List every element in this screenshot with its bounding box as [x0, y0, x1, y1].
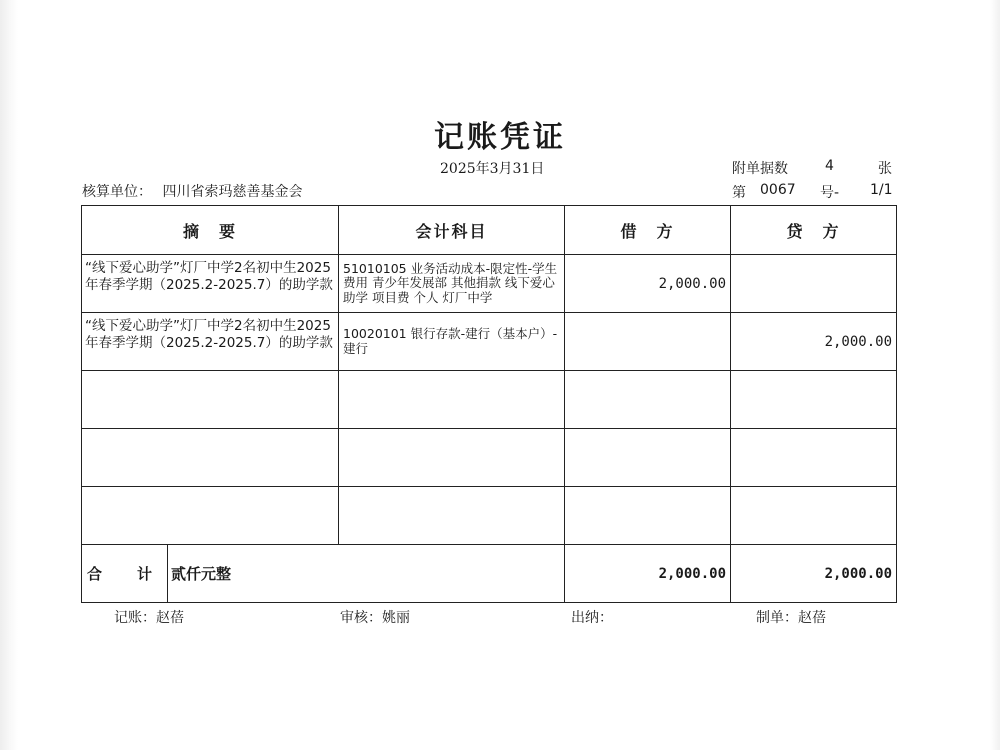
accounting-unit — [82, 181, 302, 201]
totals-credit: 2,000.00 — [731, 545, 897, 603]
table-row — [82, 255, 897, 313]
footer-preparer: 制单：赵蓓 — [756, 610, 826, 626]
column-header-credit: 贷 方 — [731, 206, 897, 255]
attachment-label: 附单据数 — [732, 161, 788, 177]
accounting-unit-label: 核算单位： — [82, 184, 152, 200]
footer-cashier: 出纳： — [571, 610, 613, 626]
entry-summary: “线下爱心助学”灯厂中学2名初中生2025年春季学期（2025.2-2025.7）的助学款 — [82, 255, 339, 313]
voucher-number-value: 0067 — [760, 182, 796, 198]
attachment-count — [732, 158, 892, 178]
attachment-unit: 张 — [878, 161, 892, 177]
entry-credit: 2,000.00 — [731, 313, 897, 371]
accounting-unit-name: 四川省索玛慈善基金会 — [162, 184, 303, 200]
totals-row — [82, 545, 897, 603]
empty-row — [82, 487, 897, 545]
footer-reviewer: 审核：姚丽 — [340, 610, 410, 626]
column-header-account: 会计科目 — [339, 206, 565, 255]
entry-credit — [731, 255, 897, 313]
entry-debit: 2,000.00 — [565, 255, 731, 313]
totals-debit: 2,000.00 — [565, 545, 731, 603]
voucher-number-suffix: 号- — [820, 185, 840, 201]
voucher-number-prefix: 第 — [732, 185, 746, 201]
totals-amount-words: 贰仟元整 — [168, 545, 565, 603]
voucher-title: 记账凭证 — [434, 120, 566, 155]
voucher-page: 1/1 — [870, 182, 893, 198]
column-header-debit: 借 方 — [565, 206, 731, 255]
entry-account: 51010105 业务活动成本-限定性-学生费用 青少年发展部 其他捐款 线下爱心助学 项目费 个人 灯厂中学 — [339, 255, 565, 313]
column-header-summary: 摘 要 — [82, 206, 339, 255]
empty-row — [82, 371, 897, 429]
entry-account: 10020101 银行存款-建行（基本户）-建行 — [339, 313, 565, 371]
table-row — [82, 313, 897, 371]
footer-bookkeeper: 记账：赵蓓 — [114, 610, 184, 626]
attachment-number: 4 — [825, 158, 834, 174]
table-header-row — [82, 206, 897, 255]
voucher-table — [81, 205, 897, 603]
voucher-date: 2025年3月31日 — [440, 161, 545, 177]
empty-row — [82, 429, 897, 487]
entry-summary: “线下爱心助学”灯厂中学2名初中生2025年春季学期（2025.2-2025.7）的助学款 — [82, 313, 339, 371]
entry-debit — [565, 313, 731, 371]
totals-label: 合 计 — [82, 545, 168, 603]
